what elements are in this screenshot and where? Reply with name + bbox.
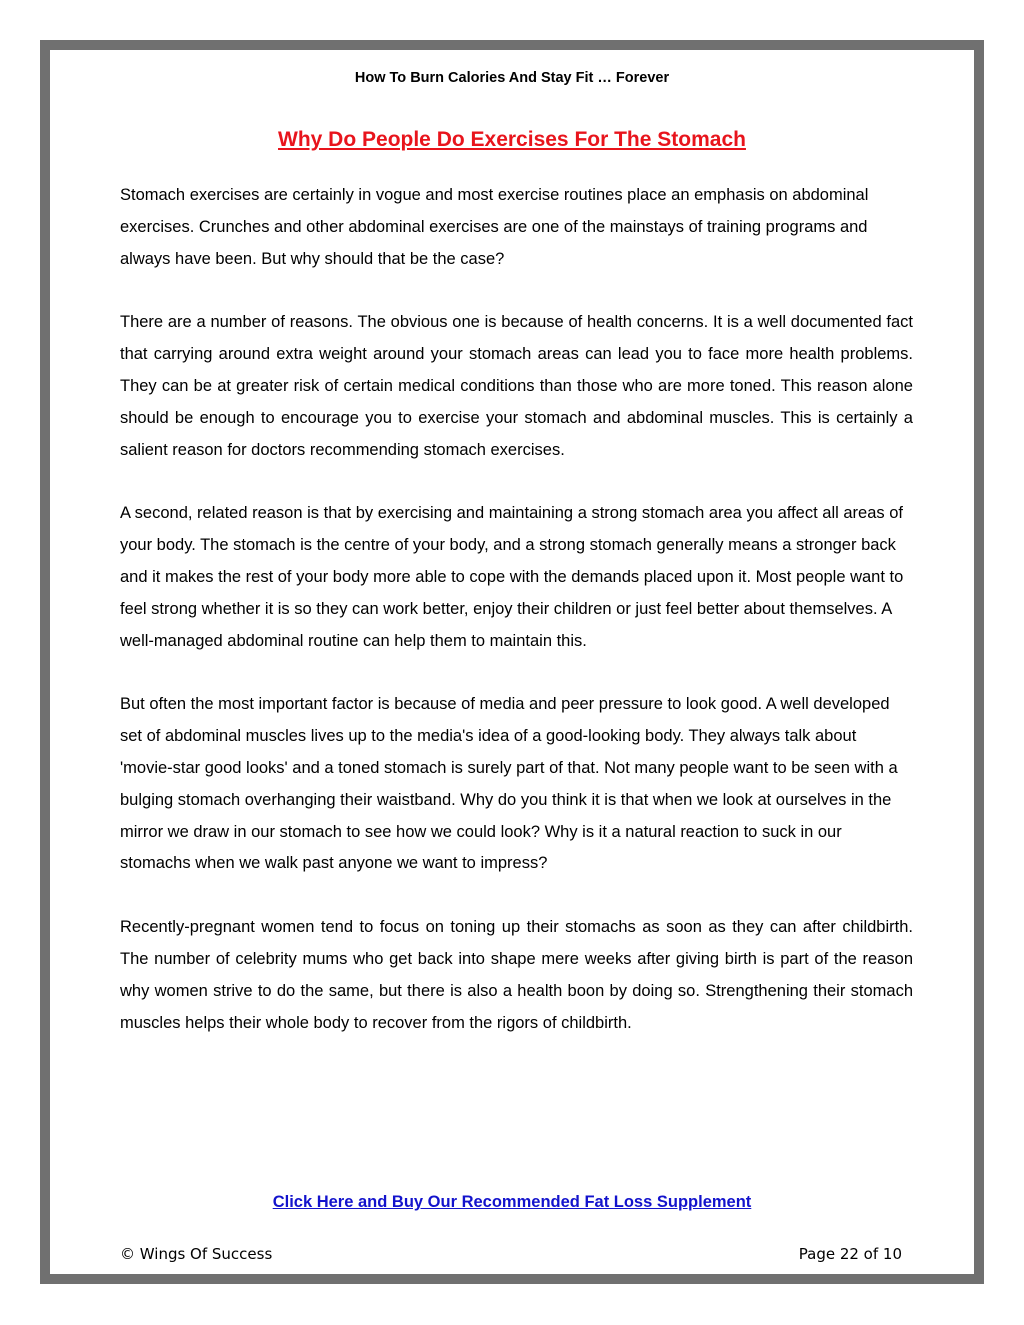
paragraph-3: A second, related reason is that by exercising and maintaining a strong stomach area you affect all areas of your body. The stomach is the centre of your body, and a strong stomach generally means a stronger back and it makes the rest of your body more able to cope with the demands placed upon it. Most people want to feel strong whether it is so they can work better, enjoy their children or just feel better about themselves. A well-managed abdominal routine can help them to maintain this. [120, 504, 904, 650]
supplement-link[interactable]: Click Here and Buy Our Recommended Fat Loss Supplement [272, 1193, 752, 1211]
paragraph-4: But often the most important factor is because of media and peer pressure to look good. A well developed set of abdominal muscles lives up to the media's idea of a good-looking body. They always talk about 'movie-star good looks' and a toned stomach is surely part of that. Not many people want to be seen with a bulging stomach overhanging their waistband. Why do you think it is that when we look at ourselves in the mirror we draw in our stomach to see how we could look? Why is it a natural reaction to suck in our stomachs when we walk past anyone we want to impress? [120, 695, 898, 873]
article-body [120, 180, 913, 1071]
paragraph-5: Recently-pregnant women tend to focus on toning up their stomachs as soon as they can after childbirth. The number of celebrity mums who get back into shape mere weeks after giving birth is part of the reason why women strive to do the same, but there is also a health boon by doing so. Strengthening their stomach muscles helps their whole body to recover from the rigors of childbirth. [120, 918, 913, 1032]
paragraph-2: There are a number of reasons. The obvious one is because of health concerns. It is a well documented fact that carrying around extra weight around your stomach areas can lead you to face more health problems. They can be at greater risk of certain medical conditions than those who are more toned. This reason alone should be enough to encourage you to exercise your stomach and abdominal muscles. This is certainly a salient reason for doctors recommending stomach exercises. [120, 313, 913, 459]
footer-page-number: Page 22 of 10 [798, 1245, 902, 1263]
footer-copyright: © Wings Of Success [120, 1245, 273, 1263]
article-title: Why Do People Do Exercises For The Stomach [278, 128, 746, 151]
paragraph-1: Stomach exercises are certainly in vogue and most exercise routines place an emphasis on abdominal exercises. Crunches and other abdominal exercises are one of the mainstays of training programs and always have been. But why should that be the case? [120, 186, 869, 268]
running-header: How To Burn Calories And Stay Fit … Forever [354, 70, 670, 86]
page-frame [40, 40, 984, 1284]
